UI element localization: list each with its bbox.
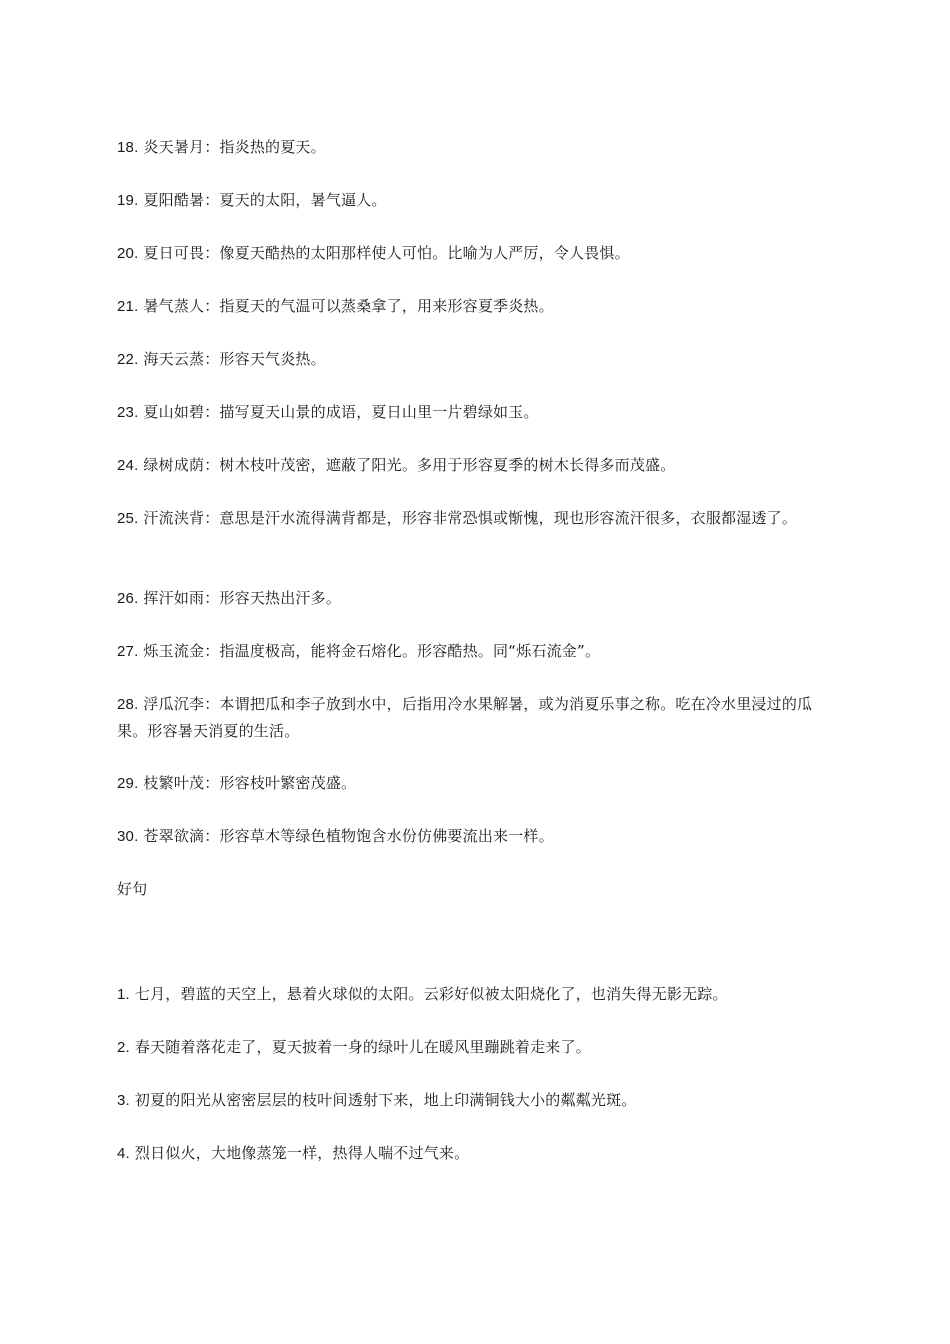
item-text: 夏阳酷暑：夏天的太阳，暑气逼人。 bbox=[143, 191, 387, 209]
idiom-item bbox=[117, 240, 837, 267]
item-text: 枝繁叶茂：形容枝叶繁密茂盛。 bbox=[143, 774, 357, 792]
idiom-item bbox=[117, 452, 837, 479]
item-number: 21. bbox=[117, 298, 139, 315]
idiom-item bbox=[117, 770, 837, 797]
item-number: 1. bbox=[117, 986, 130, 1003]
section-heading: 好句 bbox=[117, 880, 148, 898]
idiom-item bbox=[117, 691, 837, 744]
idiom-item bbox=[117, 346, 837, 373]
idiom-item bbox=[117, 134, 837, 161]
item-text: 炎天暑月：指炎热的夏天。 bbox=[143, 138, 326, 156]
item-text: 七月，碧蓝的天空上，悬着火球似的太阳。云彩好似被太阳烧化了，也消失得无影无踪。 bbox=[134, 985, 728, 1003]
item-number: 18. bbox=[117, 139, 139, 156]
item-text: 暑气蒸人：指夏天的气温可以蒸桑拿了，用来形容夏季炎热。 bbox=[143, 297, 554, 315]
item-text: 汗流浃背：意思是汗水流得满背都是，形容非常恐惧或惭愧，现也形容流汗很多，衣服都湿透了。 bbox=[143, 509, 798, 527]
item-number: 30. bbox=[117, 828, 139, 845]
item-number: 26. bbox=[117, 590, 139, 607]
idiom-item bbox=[117, 585, 837, 612]
item-number: 20. bbox=[117, 245, 139, 262]
item-text: 烁玉流金：指温度极高，能将金石熔化。形容酷热。同“烁石流金”。 bbox=[143, 642, 601, 660]
item-number: 25. bbox=[117, 510, 139, 527]
item-number: 27. bbox=[117, 643, 139, 660]
idiom-item bbox=[117, 823, 837, 850]
item-number: 4. bbox=[117, 1145, 130, 1162]
idiom-item bbox=[117, 638, 837, 665]
idiom-item bbox=[117, 293, 837, 320]
sentence-item bbox=[117, 1087, 837, 1114]
item-number: 2. bbox=[117, 1039, 130, 1056]
item-text: 夏山如碧：描写夏天山景的成语，夏日山里一片碧绿如玉。 bbox=[143, 403, 539, 421]
idiom-item bbox=[117, 399, 837, 426]
sentence-item bbox=[117, 1034, 837, 1061]
item-text: 绿树成荫：树木枝叶茂密，遮蔽了阳光。多用于形容夏季的树木长得多而茂盛。 bbox=[143, 456, 676, 474]
item-text: 夏日可畏：像夏天酷热的太阳那样使人可怕。比喻为人严厉，令人畏惧。 bbox=[143, 244, 630, 262]
item-number: 29. bbox=[117, 775, 139, 792]
item-text: 初夏的阳光从密密层层的枝叶间透射下来，地上印满铜钱大小的粼粼光斑。 bbox=[134, 1091, 637, 1109]
item-number: 3. bbox=[117, 1092, 130, 1109]
item-text: 烈日似火，大地像蒸笼一样，热得人喘不过气来。 bbox=[134, 1144, 470, 1162]
item-text: 浮瓜沉李：本谓把瓜和李子放到水中，后指用冷水果解暑，或为消夏乐事之称。吃在冷水里浸过的瓜果。形容暑天消夏的生活。 bbox=[117, 695, 813, 740]
item-number: 22. bbox=[117, 351, 139, 368]
sentence-item bbox=[117, 1140, 837, 1167]
item-text: 挥汗如雨：形容天热出汗多。 bbox=[143, 589, 342, 607]
item-number: 23. bbox=[117, 404, 139, 421]
item-text: 春天随着落花走了，夏天披着一身的绿叶儿在暖风里蹦跳着走来了。 bbox=[134, 1038, 591, 1056]
item-number: 24. bbox=[117, 457, 139, 474]
idiom-item bbox=[117, 187, 837, 214]
item-text: 海天云蒸：形容天气炎热。 bbox=[143, 350, 326, 368]
item-number: 19. bbox=[117, 192, 139, 209]
item-text: 苍翠欲滴：形容草木等绿色植物饱含水份仿佛要流出来一样。 bbox=[143, 827, 554, 845]
idiom-item bbox=[117, 505, 837, 532]
item-number: 28. bbox=[117, 696, 139, 713]
sentence-item bbox=[117, 981, 837, 1008]
